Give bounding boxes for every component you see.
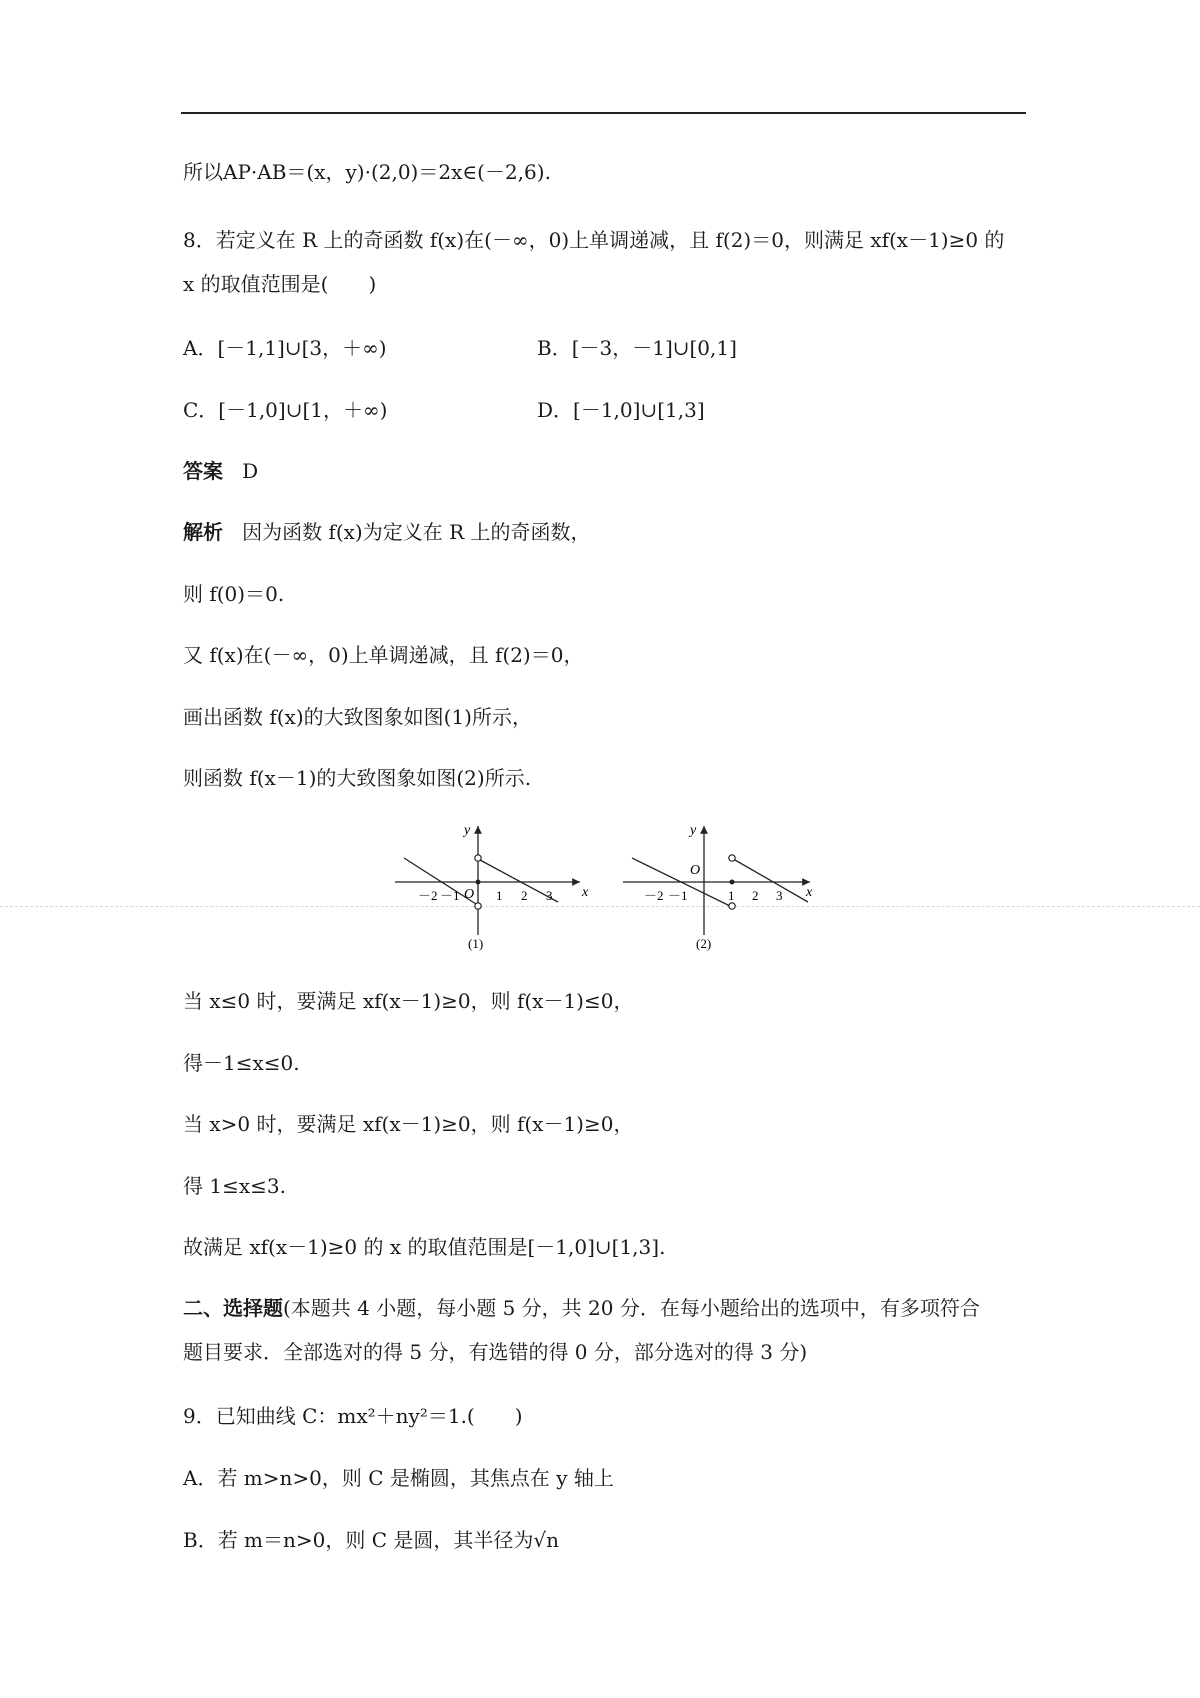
fig1-tick-label: 2 — [521, 888, 528, 903]
fig2-tick-label: 3 — [776, 888, 783, 903]
q8-analysis-line-8: 当 x>0 时，要满足 xf(x－1)≥0，则 f(x－1)≥0， — [183, 1112, 634, 1136]
q8-option-c: C．[－1,0]∪[1，＋∞) — [183, 398, 388, 422]
section-2-desc-line-2: 题目要求．全部选对的得 5 分，有选错的得 0 分，部分选对的得 3 分) — [183, 1340, 808, 1364]
fig2-tick-label: 2 — [752, 888, 759, 903]
fig2-origin-label: O — [690, 863, 701, 878]
q8-stem-line-2: x 的取值范围是( ) — [183, 272, 377, 296]
fig1-tick-label: －1 — [440, 888, 460, 903]
fig2-tick-label: －2 — [644, 888, 664, 903]
fig1-open-point-bottom — [475, 903, 481, 909]
fig1-origin-point — [476, 880, 481, 885]
q8-analysis-line-3: 又 f(x)在(－∞，0)上单调递减，且 f(2)＝0， — [183, 643, 584, 667]
fig1-y-label: y — [464, 823, 471, 838]
q8-analysis-line-1 — [183, 518, 591, 546]
fig2-caption: (2) — [696, 936, 712, 951]
q8-answer-line — [183, 457, 258, 485]
q8-analysis-line-10: 故满足 xf(x－1)≥0 的 x 的取值范围是[－1,0]∪[1,3]. — [183, 1235, 666, 1259]
q9-option-a: A．若 m>n>0，则 C 是椭圆，其焦点在 y 轴上 — [183, 1466, 614, 1490]
fig2-open-point-bottom — [729, 903, 735, 909]
fig2-y-label: y — [690, 823, 697, 838]
fig2-right-branch — [735, 860, 808, 902]
q8-analysis-line-6: 当 x≤0 时，要满足 xf(x－1)≥0，则 f(x－1)≤0， — [183, 989, 634, 1013]
fig2-x-label: x — [806, 885, 813, 900]
figure-1-graph — [390, 820, 590, 955]
vector-result-line: 所以AP·AB＝(x，y)·(2,0)＝2x∈(－2,6). — [183, 160, 551, 184]
q8-analysis-line-2: 则 f(0)＝0. — [183, 582, 285, 606]
q8-option-a: A．[－1,1]∪[3，＋∞) — [183, 336, 387, 360]
q9-stem: 9．已知曲线 C：mx²＋ny²＝1.( ) — [183, 1404, 523, 1428]
q9-option-b: B．若 m＝n>0，则 C 是圆，其半径为√n — [183, 1528, 560, 1552]
q8-stem-line-1: 8．若定义在 R 上的奇函数 f(x)在(－∞，0)上单调递减，且 f(2)＝0，则满足 xf(x－1)≥0 的 — [183, 228, 1005, 252]
answer-label: 答案 — [183, 459, 223, 483]
q8-analysis-line-9: 得 1≤x≤3. — [183, 1174, 286, 1198]
fig2-tick-label: －1 — [668, 888, 688, 903]
q8-option-b: B．[－3，－1]∪[0,1] — [537, 336, 737, 360]
analysis-label: 解析 — [183, 520, 223, 544]
figure-2-graph — [618, 820, 818, 955]
page-fold-divider — [0, 906, 1200, 907]
analysis-text-1: 因为函数 f(x)为定义在 R 上的奇函数， — [242, 520, 591, 544]
fig1-tick-label: －2 — [418, 888, 438, 903]
section-2-desc-1: (本题共 4 小题，每小题 5 分，共 20 分．在每小题给出的选项中，有多项符合 — [283, 1296, 980, 1320]
fig1-tick-label: 3 — [546, 888, 553, 903]
fig2-open-point-top — [729, 855, 735, 861]
fig1-tick-label: 1 — [496, 888, 503, 903]
section-2-header-line-1 — [183, 1294, 980, 1322]
fig2-filled-point — [730, 880, 735, 885]
fig1-caption: (1) — [468, 936, 484, 951]
q8-option-d: D．[－1,0]∪[1,3] — [537, 398, 705, 422]
q8-analysis-line-5: 则函数 f(x－1)的大致图象如图(2)所示. — [183, 766, 532, 790]
q8-analysis-line-4: 画出函数 f(x)的大致图象如图(1)所示， — [183, 705, 532, 729]
fig1-x-label: x — [582, 885, 589, 900]
header-rule — [181, 112, 1026, 114]
section-2-title: 二、选择题 — [183, 1296, 283, 1320]
fig1-origin-label: O — [464, 887, 475, 902]
fig1-open-point-top — [475, 855, 481, 861]
fig2-tick-label: 1 — [728, 888, 735, 903]
q8-analysis-line-7: 得－1≤x≤0. — [183, 1051, 300, 1075]
answer-value: D — [242, 459, 259, 483]
